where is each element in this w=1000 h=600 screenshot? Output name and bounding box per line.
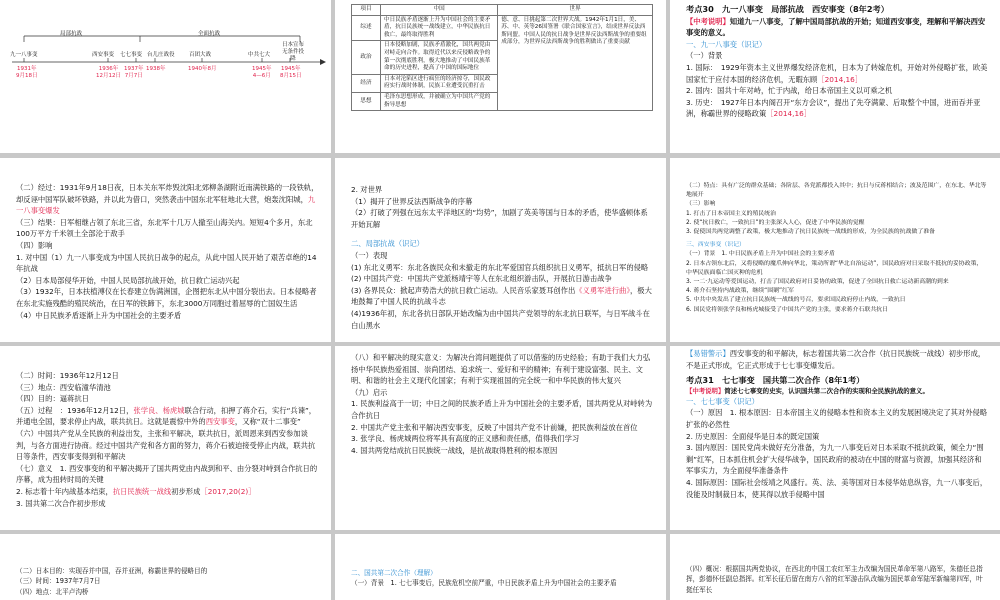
timeline-date: 1945年 8月15日	[280, 66, 302, 79]
paragraph: 2. 使“抗日救亡，一致抗日”的主张深入人心，促进了中华民族的觉醒	[686, 219, 865, 226]
timeline-date: 1945年 4—6月	[252, 66, 272, 79]
timeline-date: 1938年	[146, 66, 166, 72]
slide-xian-process	[0, 346, 331, 530]
paragraph: （三）时间：1937年7月7日	[16, 577, 101, 586]
paragraph: （七）意义 1. 西安事变的和平解决揭开了国共两党由内战到和平、由分裂对峙到合作抗日的序幕，成为扭转时局的关键	[16, 463, 318, 485]
paragraph: （九）启示	[351, 387, 388, 397]
table-header-cell: 项目	[352, 5, 381, 16]
paragraph: 5. 中共中央发出了建立抗日民族统一战线的号召，要求国民政府停止内战，一致抗日	[686, 297, 906, 304]
table-row: 思想 毛泽东思想形成，并被确立为中国共产党的指导思想	[352, 92, 653, 110]
slide-comparison-table	[335, 0, 666, 153]
paragraph: （四）影响	[16, 240, 53, 250]
topic-title: 考点31 七七事变 国共第二次合作（8年1考）	[686, 375, 865, 386]
requirement-tag: 【中考说明】	[686, 16, 730, 26]
sub-heading: （一）背景	[686, 51, 723, 61]
slide-july-7-details	[0, 534, 331, 600]
period-local-label: 局部抗战	[60, 31, 83, 37]
timeline-event-label: 七七事变	[120, 52, 143, 58]
table-header-row	[352, 5, 653, 16]
paragraph: 2. 标志着十年内战基本结束，抗日民族统一战线初步形成［2017,20(2)］	[16, 486, 256, 496]
paragraph: （六）中国共产党从全民族的利益出发，主张和平解决，联共抗日，派周恩来到西安参加谈判，与各方面进行协商。经过中国共产党和各方面的努力，蒋介石被迫接受停止内战，联共抗日等条件，西安事变得到和平解决	[16, 428, 316, 462]
slide-army-reorganization	[670, 534, 1000, 600]
requirement-text: 简述七七事变的史实，认识国共第二次合作的实现和全民族抗战的意义。	[724, 386, 929, 395]
paragraph: 3. 国内原因：国民党尚未做好充分准备，为九一八事变后对日本采取不抵抗政策，倾全力“围剿”红军，日本抓住机会扩大侵华战争，国民政府的被动在中国的财富与资源，加强其经济和军事实力，为全面侵华准备条件	[686, 443, 984, 476]
slide-world-impact	[335, 158, 666, 342]
requirement-tag: 【中考说明】	[686, 386, 725, 395]
paragraph: （2）打破了列强在远东太平洋地区的“均势”，加剧了英美等国与日本的矛盾，使华盛顿体系开始瓦解	[351, 208, 648, 229]
timeline-event-label: 日本宣布无条件投降	[281, 42, 304, 62]
table-row: 经济 日本对沦陷区进行疯狂的经济掠夺，国民政府实行战时体制，民族工业遭受沉重打击	[352, 74, 653, 92]
paragraph: 3. 历史： 1927年日本内阁召开“东方会议”，提出了先夺满蒙、后取整个中国，进而吞并亚洲，称霸世界的侵略政策［2014,16］	[686, 97, 981, 119]
paragraph: 【易错警示】西安事变的和平解决，标志着国共第二次合作（抗日民族统一战线）初步形成，不是正式形成，它正式形成于七七事变爆发后。	[686, 349, 986, 370]
table-row: 政治 日本侵略加剧，民族矛盾激化，国共两党由对峙走向合作。取得近代以来反侵略战争的第一次彻底胜利，极大地推动了中国民族革命的历史进程，提高了中国的国际地位	[352, 41, 653, 74]
timeline-event-label: 百团大战	[189, 52, 212, 58]
table-header-cell: 世界	[498, 5, 653, 16]
paragraph: （一）背景 1. 中日民族矛盾上升为中国社会的主要矛盾	[686, 251, 835, 258]
paragraph: 1. 国际： 1929年资本主义世界爆发经济危机，日本为了转嫁危机，开始对外侵略扩张，欧美国家忙于应付本国的经济危机，无暇东顾［2014,16］	[686, 62, 988, 84]
paragraph: （二）日本目的：实现吞并中国，吞并亚洲，称霸世界的侵略目的	[16, 567, 208, 575]
paragraph: 1. 对中国（1）九一八事变成为中国人民抗日战争的起点，从此中国人民开始了艰苦卓绝的14年抗战	[16, 252, 317, 274]
paragraph: 3. 促使国共两党调整了政策，极大地推动了抗日民族统一战线的形成，为全民族的抗战做了准备	[686, 229, 936, 236]
paragraph: 3. 国共第二次合作初步形成	[16, 498, 106, 508]
topic-title: 考点30 九一八事变 局部抗战 西安事变（8年2考）	[686, 4, 889, 14]
slide-timeline	[0, 0, 331, 153]
slide-xian-background	[670, 158, 1000, 342]
paragraph: （二）经过：1931年9月18日夜，日本关东军炸毁沈阳北郊柳条湖附近南满铁路的一段铁轨，却反诬中国军队破坏铁路，并以此为借口，突然袭击中国东北军驻地北大营，炮轰沈阳城，九一八事变爆发	[16, 183, 319, 216]
paragraph: (1) 东北义勇军：东北各族民众和未撤走的东北军爱国官兵组织抗日义勇军，抵抗日军的侵略	[351, 262, 649, 272]
paragraph: 4. 国共两党结成抗日民族统一战线，是抗战取得胜利的根本原因	[351, 445, 558, 455]
section-heading: 二、局部抗战（识记）	[351, 239, 424, 249]
requirement-text: 知道九一八事变，了解中国局部抗战的开始；知道西安事变，理解和平解决西安事变的意义。	[686, 16, 986, 38]
paragraph: （三）影响	[686, 201, 716, 208]
paragraph: 2. 日本占领东北后，又将侵略的魔爪伸向华北，策动所谓“华北自治运动”，国民政府对日采取不抵抗的妥协政策，中华民族面临亡国灭种的危机	[686, 260, 983, 276]
paragraph: （四）地点：北平卢沟桥	[16, 587, 89, 596]
paragraph: 2. 中国共产党主张和平解决西安事变，反映了中国共产党不计前嫌，把民族利益放在首位	[351, 422, 638, 432]
section-heading: 三、西安事变（识记）	[686, 242, 745, 249]
paragraph: （四）目的：逼蒋抗日	[16, 394, 89, 404]
paragraph: （2）日本局部侵华开始，中国人民局部抗战开始，抗日救亡运动兴起	[16, 275, 240, 285]
paragraph: (2) 中国共产党：中国共产党派杨靖宇等人在东北组织游击队，开展抗日游击战争	[351, 274, 612, 284]
timeline-event-label: 西安事变	[92, 52, 115, 58]
paragraph: 6. 国民党将领张学良和杨虎城接受了中国共产党的主张，要求蒋介石联共抗日	[686, 306, 888, 313]
timeline-event-label: 九一八事变	[10, 52, 38, 58]
paragraph: 3. 张学良、杨虎城两位将军具有高度的正义感和责任感，值得我们学习	[351, 434, 580, 444]
timeline-date: 1936年 12月12日	[96, 66, 121, 79]
paragraph: （三）结果：日军相继占领了东北三省，东北军十几万人撤至山海关内。短短4个多月，东北100万平方千米领土全部沦于敌手	[16, 217, 313, 239]
paragraph: （一）背景 1. 七七事变后，民族危机空前严重，中日民族矛盾上升为中国社会的主要矛盾	[351, 579, 617, 588]
paragraph: （1）揭开了世界反法西斯战争的序幕	[351, 196, 473, 206]
slide-topic-30	[670, 0, 1000, 153]
paragraph: 2. 国内：国共十年对峙，忙于内战，给日本帝国主义以可乘之机	[686, 86, 893, 96]
section-heading: 二、国共第二次合作（理解）	[351, 569, 437, 577]
paragraph: 2. 对世界	[351, 185, 383, 194]
paragraph: 2. 历史原因：全面侵华是日本的既定国策	[686, 431, 820, 441]
timeline-event-label: 中共七大	[248, 52, 271, 58]
paragraph: 1. 民族利益高于一切；中日之间的民族矛盾上升为中国社会的主要矛盾，国共两党从对峙转为合作抗日	[351, 399, 653, 420]
paragraph: （二）特点：具有广泛的群众基础；各阶层、各党派都投入其中；抗日与反蒋相结合；波及范围广，在东北、华北等地展开	[686, 183, 987, 199]
section-heading: 一、九一八事变（识记）	[686, 39, 767, 49]
comparison-table	[351, 4, 653, 111]
timeline-event-label: 台儿庄战役	[147, 52, 175, 58]
timeline-date: 1940年8月	[188, 66, 217, 72]
timeline-date: 1937年 7月7日	[124, 66, 144, 79]
paragraph: （五）过程 ：1936年12月12日，张学良、杨虎城联合行动，扣押了蒋介石，实行“兵谏”，并通电全国，要求停止内战，联共抗日。这就是震惊中外的西安事变，又称“双十二事变”	[16, 405, 317, 427]
paragraph: （4）中日民族矛盾逐渐上升为中国社会的主要矛盾	[16, 310, 182, 320]
period-full-label: 全面抗战	[198, 31, 221, 37]
timeline-date: 1931年 9月18日	[16, 66, 38, 79]
paragraph: （八）和平解决的现实意义：为解决台湾问题提供了可以借鉴的历史经验；有助于我们大力弘扬中华民族热爱祖国、崇尚团结、追求统一、爱好和平的精神；有利于建设富强、民主、文明、和谐的社会主义现代化国家；有利于实现祖国的完全统一和中华民族的伟大复兴	[351, 353, 651, 386]
slide-xian-significance	[335, 346, 666, 530]
sub-heading: （一）表现	[351, 250, 388, 260]
slide-incident-result	[0, 158, 331, 342]
paragraph: (3) 各界民众：掀起声势浩大的抗日救亡运动。人民音乐家聂耳创作出《义勇军进行曲》，极大地鼓舞了中国人民的抗战斗志	[351, 285, 652, 307]
paragraph: 3. 一二·九运动等爱国运动，打击了国民政府对日妥协的政策，促进了全国抗日救亡运动新高潮的到来	[686, 279, 949, 286]
paragraph: 4. 国际原因：国际社会绥靖之风盛行。英、法、美等国对日本侵华姑息纵容，九一八事变后，没能及时制裁日本，使其得以放手侵略中国	[686, 477, 988, 499]
tip-tag: 【易错警示】	[686, 349, 730, 358]
paragraph: 4. 蒋介石坚持内战政策，继续“围剿”红军	[686, 288, 794, 295]
slide-cooperation	[335, 534, 666, 600]
paragraph: (4)1936年初，东北各抗日部队开始改编为由中国共产党领导的东北抗日联军，与日军战斗在白山黑水	[351, 308, 650, 330]
section-heading: 一、七七事变（识记）	[686, 396, 759, 406]
table-header-cell: 中国	[381, 5, 498, 16]
table-row: 综述 中日民族矛盾逐渐上升为中国社会的主要矛盾，抗日民族统一战线建立，中华民族抗日救亡，最终取得胜利 德、意、日挑起第二次世界大战。1942年1月1日，美、苏、中、英等26国签署《联合国家宣言》，结成世界反法西斯同盟。中国人民的抗日战争是世界反法西斯战争的重要组成部分，为世界反法西斯战争的胜利做出了重要贡献	[352, 15, 653, 41]
slide-topic-31	[670, 346, 1000, 530]
paragraph: （二）时间：1936年12月12日	[16, 371, 119, 380]
paragraph: （三）地点：西安临潼华清池	[16, 382, 111, 392]
paragraph: （四）概况：根据国共两党协议，在西北的中国工农红军主力改编为国民革命军第八路军，朱德任总指挥，彭德怀任副总指挥。红军长征后留在南方八省的红军游击队改编为国民革命军陆军新编第四军，叶挺任军长	[686, 565, 983, 594]
paragraph: （一）原因 1. 根本原因：日本帝国主义的侵略本性和资本主义的发展困境决定了其对外侵略扩张的必然性	[686, 408, 988, 429]
paragraph: 1. 打击了日本帝国主义的殖民统治	[686, 210, 776, 217]
paragraph: （3）1932年，日本扶植溥仪在长春建立伪满洲国，企图把东北从中国分裂出去。日本侵略者在东北实施残酷的殖民统治，在日军的铁蹄下，东北3000万同胞过着屈辱的亡国奴生活	[16, 287, 317, 308]
